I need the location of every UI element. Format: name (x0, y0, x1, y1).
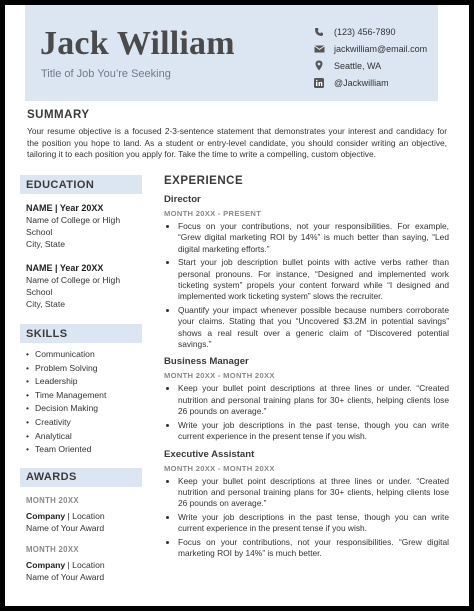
contact-linkedin (312, 74, 427, 91)
job-entry (164, 356, 449, 442)
experience-heading: EXPERIENCE (164, 175, 244, 187)
resume-header (25, 5, 438, 101)
contact-phone (312, 23, 427, 40)
location-pin-icon (312, 60, 326, 72)
contact-email (312, 40, 427, 57)
job-bullets (164, 383, 449, 442)
candidate-name: Jack William (40, 25, 235, 62)
award-date: MONTH 20XX (26, 495, 79, 505)
contact-location (312, 57, 427, 74)
award-name: Name of Your Award (26, 571, 105, 582)
job-bullets (164, 221, 449, 350)
job-bullet: • Start your job description bullet points with active verbs rather than personal pronouns. For instance, “Designed and implemented work ticketing system” propels your content forward while “I designed and implemented work ticketing system” slows the recruiter. (178, 257, 449, 303)
education-heading: EDUCATION (20, 175, 142, 194)
envelope-icon (312, 43, 326, 55)
skill-item: • Problem Solving (26, 362, 142, 376)
award-date: MONTH 20XX (26, 544, 79, 554)
job-title: Title of Job You’re Seeking (41, 68, 171, 80)
education-college: Name of College or High School (26, 215, 121, 237)
resume-page (5, 5, 469, 606)
award-company-line (26, 510, 142, 522)
award-location: | Location (65, 559, 105, 570)
skill-item: • Leadership (26, 375, 142, 389)
skill-item: • Creativity (26, 416, 142, 430)
job-bullet: • Keep your bullet point descriptions at three lines or under. “Created nutrition and personal training plans for 30+ clients, helping clients lose 26 pounds on average.” (178, 476, 449, 510)
job-bullet: • Write your job descriptions in the past tense, though you can write current experience in the present tense if you wish. (178, 420, 449, 443)
award-entry (20, 544, 142, 583)
job-role: Business Manager (164, 356, 249, 368)
left-column (20, 175, 142, 583)
contact-info (312, 23, 427, 91)
summary-heading: SUMMARY (27, 109, 90, 121)
award-company: Company (26, 510, 66, 521)
skill-item: • Time Management (26, 389, 142, 403)
phone-text[interactable]: (123) 456-7890 (334, 26, 396, 37)
job-dates: MONTH 20XX - MONTH 20XX (164, 371, 275, 381)
job-bullet: • Write your job descriptions in the past tense, though you can write current experience in the present tense if you wish. (178, 512, 449, 535)
phone-icon (312, 26, 326, 38)
awards-heading: AWARDS (20, 468, 142, 487)
award-entry (20, 495, 142, 534)
job-entry (164, 194, 449, 350)
job-entry (164, 449, 449, 560)
skill-item: • Team Oriented (26, 443, 142, 457)
skills-list (20, 348, 142, 457)
linkedin-icon (312, 77, 326, 89)
job-role: Executive Assistant (164, 448, 255, 460)
skill-item: • Decision Making (26, 402, 142, 416)
education-entry (20, 202, 142, 250)
education-entry (20, 262, 142, 310)
right-column (164, 175, 449, 565)
education-college: Name of College or High School (26, 275, 121, 297)
education-degree: NAME | Year 20XX (26, 263, 104, 273)
location-text: Seattle, WA (334, 60, 382, 71)
award-name: Name of Your Award (26, 522, 105, 533)
summary-text: Your resume objective is a focused 2-3-sentence statement that demonstrates your interest and candidacy for the position you hope to land. As a student or entry-level candidate, you should consider writing an objective, tailoring it to each position you apply for. Take the time to write a compelling, custom objective. (27, 126, 447, 160)
job-dates: MONTH 20XX - PRESENT (164, 209, 262, 218)
email-text[interactable]: jackwilliam@email.com (334, 43, 428, 54)
job-bullet: • Quantify your impact whenever possible because numbers corroborate your claims. Stating that you “Uncovered $3.2M in potential savings” shows a real result over a generic claim of “Discovered potential savings.” (178, 305, 449, 351)
education-location: City, State (26, 299, 66, 309)
job-bullet: • Focus on your contributions, not your responsibilities. For example, “Grew digital marketing ROI by 14%” is much better than saying, “Led digital marketing efforts.” (178, 221, 449, 255)
job-bullets (164, 476, 449, 560)
job-bullet: • Focus on your contributions, not your responsibilities. “Grew digital marketing ROI by 14%” is much better. (178, 537, 449, 560)
job-role: Director (164, 194, 201, 205)
job-dates: MONTH 20XX - MONTH 20XX (164, 463, 275, 473)
education-degree: NAME | Year 20XX (26, 203, 104, 213)
linkedin-text[interactable]: @Jackwilliam (334, 77, 389, 88)
award-company-line (26, 559, 142, 571)
education-location: City, State (26, 239, 66, 249)
skills-heading: SKILLS (20, 324, 142, 343)
job-bullet: • Keep your bullet point descriptions at three lines or under. “Created nutrition and personal training plans for 30+ clients, helping clients lose 26 pounds on average.” (178, 383, 449, 417)
skill-item: • Analytical (26, 430, 142, 444)
skill-item: • Communication (26, 348, 142, 362)
award-location: | Location (65, 510, 105, 521)
award-company: Company (26, 559, 66, 570)
